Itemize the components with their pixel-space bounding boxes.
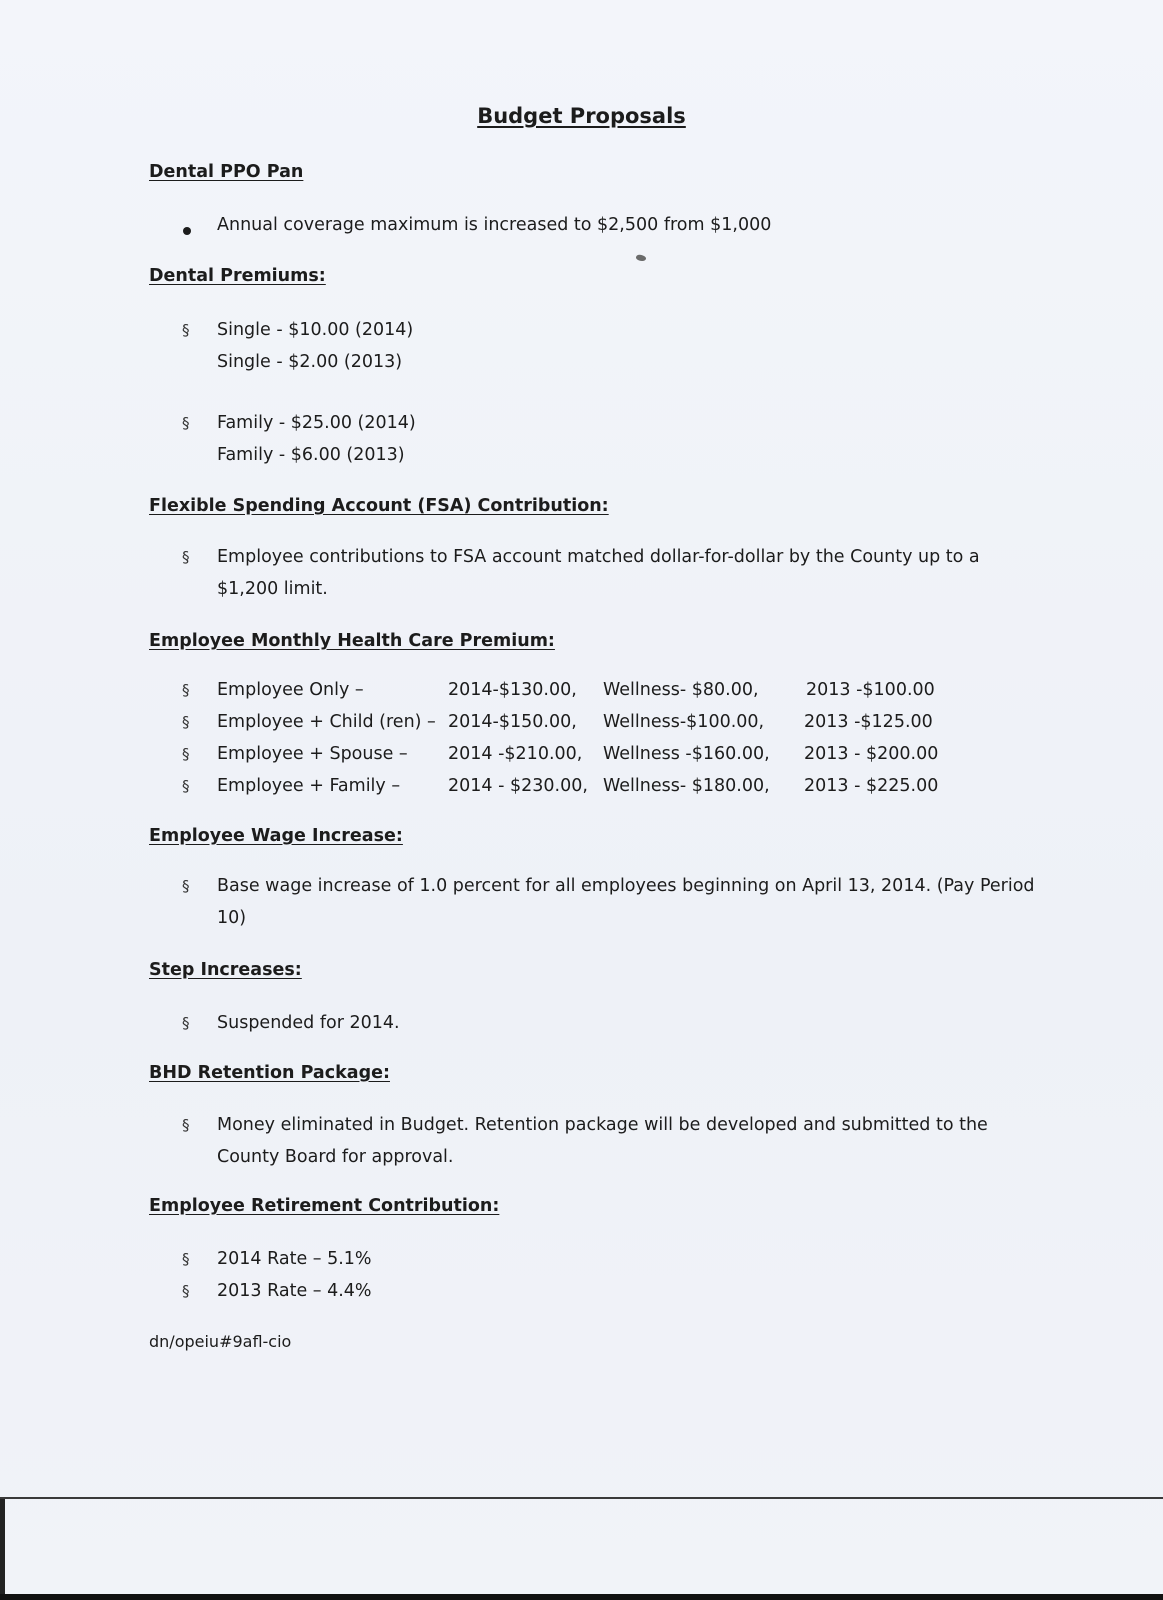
heading-dental-ppo: Dental PPO Pan xyxy=(149,162,304,182)
premium-row-2013: 2013 -$100.00 xyxy=(806,680,935,700)
family-2013: Family - $6.00 (2013) xyxy=(217,445,405,465)
heading-health-premium: Employee Monthly Health Care Premium: xyxy=(149,631,555,651)
page-title: Budget Proposals xyxy=(477,104,686,128)
footer-initials: dn/opeiu#9afl-cio xyxy=(149,1332,292,1351)
section-marker: § xyxy=(182,713,190,731)
heading-step: Step Increases: xyxy=(149,960,302,980)
section-marker: § xyxy=(182,877,190,895)
scan-bottom-edge xyxy=(0,1594,1163,1600)
premium-row-wellness: Wellness- $80.00, xyxy=(603,680,759,700)
section-marker: § xyxy=(182,681,190,699)
bullet-dot xyxy=(183,227,191,235)
premium-row-wellness: Wellness -$160.00, xyxy=(603,744,770,764)
premium-row-2014: 2014 - $230.00, xyxy=(448,776,588,796)
heading-retirement: Employee Retirement Contribution: xyxy=(149,1196,500,1216)
fsa-item: Employee contributions to FSA account matched dollar-for-dollar by the County up to a $1,200 limit. xyxy=(217,547,980,599)
step-item: Suspended for 2014. xyxy=(217,1013,400,1033)
premium-row-wellness: Wellness-$100.00, xyxy=(603,712,765,732)
heading-dental-premiums: Dental Premiums: xyxy=(149,266,326,286)
wage-item: Base wage increase of 1.0 percent for all employees beginning on April 13, 2014. (Pay Period 10) xyxy=(217,876,1035,928)
section-marker: § xyxy=(182,1250,190,1268)
bhd-item: Money eliminated in Budget. Retention package will be developed and submitted to the County Board for approval. xyxy=(217,1115,988,1167)
heading-bhd: BHD Retention Package: xyxy=(149,1063,390,1083)
heading-fsa: Flexible Spending Account (FSA) Contribution: xyxy=(149,496,609,516)
premium-row-wellness: Wellness- $180.00, xyxy=(603,776,770,796)
single-2014: Single - $10.00 (2014) xyxy=(217,320,414,340)
dental-ppo-bullet: Annual coverage maximum is increased to $2,500 from $1,000 xyxy=(217,215,772,235)
section-marker: § xyxy=(182,321,190,339)
retirement-2014: 2014 Rate – 5.1% xyxy=(217,1249,372,1269)
premium-row-2013: 2013 - $225.00 xyxy=(804,776,939,796)
section-marker: § xyxy=(182,548,190,566)
section-marker: § xyxy=(182,414,190,432)
retirement-2013: 2013 Rate – 4.4% xyxy=(217,1281,372,1301)
family-2014: Family - $25.00 (2014) xyxy=(217,413,416,433)
section-marker: § xyxy=(182,1282,190,1300)
premium-row-2014: 2014 -$210.00, xyxy=(448,744,583,764)
premium-row-2013: 2013 - $200.00 xyxy=(804,744,939,764)
premium-row-label: Employee Only – xyxy=(217,680,364,700)
premium-row-label: Employee + Spouse – xyxy=(217,744,408,764)
heading-wage: Employee Wage Increase: xyxy=(149,826,403,846)
section-marker: § xyxy=(182,1116,190,1134)
scan-fold-line xyxy=(0,1497,1163,1499)
section-marker: § xyxy=(182,745,190,763)
premium-row-label: Employee + Child (ren) – xyxy=(217,712,436,732)
premium-row-2014: 2014-$130.00, xyxy=(448,680,577,700)
section-marker: § xyxy=(182,1014,190,1032)
premium-row-2014: 2014-$150.00, xyxy=(448,712,577,732)
single-2013: Single - $2.00 (2013) xyxy=(217,352,403,372)
premium-row-label: Employee + Family – xyxy=(217,776,401,796)
section-marker: § xyxy=(182,777,190,795)
premium-row-2013: 2013 -$125.00 xyxy=(804,712,933,732)
scan-left-edge xyxy=(0,1499,5,1600)
